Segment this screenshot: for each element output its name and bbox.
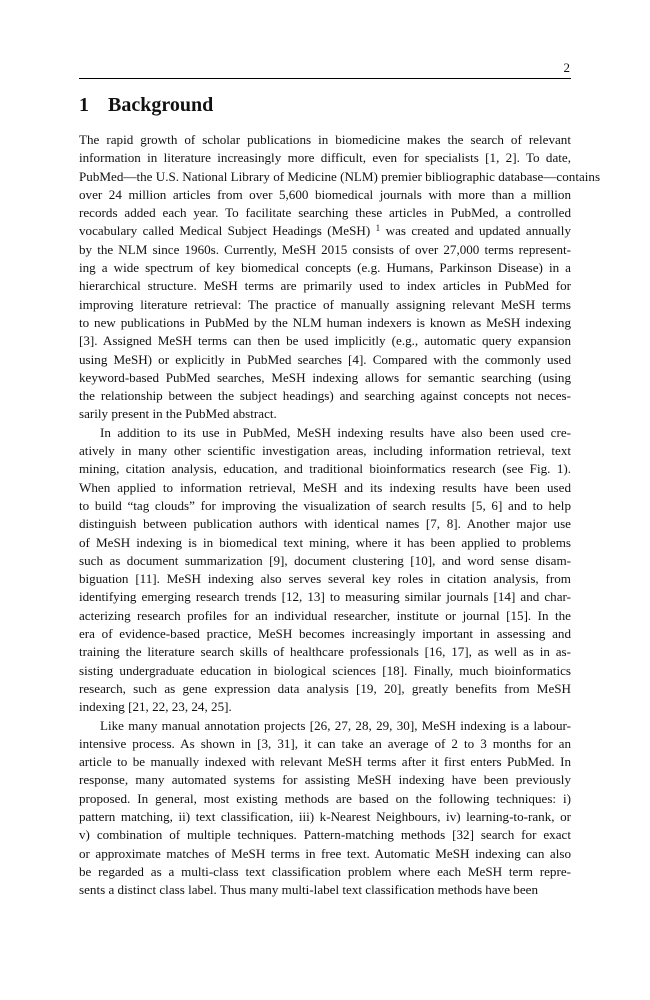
text-line: Like many manual annotation projects [26, 27, 28, 29, 30], MeSH indexing is a labour-	[100, 717, 571, 733]
text-line: response, many automated systems for assisting MeSH indexing have been previously	[79, 772, 571, 788]
body-text	[79, 131, 601, 899]
text-line: When applied to information retrieval, MeSH and its indexing results have been used	[79, 479, 571, 495]
text-line: sarily present in the PubMed abstract.	[79, 406, 277, 422]
text-line: of MeSH indexing is in biomedical text mining, where it has been applied to problems	[79, 534, 571, 550]
text-line: [3]. Assigned MeSH terms can then be used implicitly (e.g., automatic query expansion	[79, 333, 571, 349]
text-line: The rapid growth of scholar publications in biomedicine makes the search of relevant	[79, 132, 571, 147]
text-line: research, such as gene expression data analysis [19, 20], greatly benefits from MeSH	[79, 680, 571, 696]
text-line: proposed. In general, most existing methods are based on the following techniques: i)	[79, 790, 571, 806]
text-line: identifying emerging research trends [12, 13] to measuring similar journals [14] and char-	[79, 589, 571, 605]
text-line: sents a distinct class label. Thus many multi-label text classification methods have been	[79, 882, 539, 898]
text-line-fragment: vocabulary called Medical Subject Headings (MeSH)	[79, 223, 371, 239]
footnote-reference[interactable]: 1	[375, 223, 381, 234]
text-line: acterizing research profiles for an individual researcher, institute or journal [15]. In the	[79, 607, 571, 623]
text-line: article to be manually indexed with relevant MeSH terms after it first enters PubMed. In	[79, 754, 571, 770]
text-line: In addition to its use in PubMed, MeSH indexing results have also been used cre-	[100, 424, 571, 440]
paragraph	[79, 717, 571, 900]
text-line: intensive process. As shown in [3, 31], it can take an average of 2 to 3 months for an	[79, 735, 571, 751]
paragraph	[79, 131, 601, 424]
text-line: ing a wide spectrum of key biomedical concepts (e.g. Humans, Parkinson Disease) in a	[79, 260, 571, 276]
text-line: distinguish between publication authors with identical names [7, 8]. Another major use	[79, 516, 571, 532]
text-line: keyword-based PubMed searches, MeSH indexing allows for semantic searching (using	[79, 369, 571, 385]
text-line: pattern matching, ii) text classification, iii) k-Nearest Neighbours, iv) learning-to-rank, or	[79, 808, 571, 824]
text-line: training the literature search skills of healthcare professionals [16, 17], as well as in as-	[79, 644, 571, 660]
text-line: mining, citation analysis, education, and traditional bioinformatics research (see Fig. 1).	[79, 461, 571, 477]
section-number: 1	[79, 94, 89, 116]
text-line: using MeSH) or explicitly in PubMed searches [4]. Compared with the commonly used	[79, 351, 571, 367]
text-line: sisting undergraduate education in biological sciences [18]. Finally, much bioinformatics	[79, 662, 571, 678]
text-line: biguation [11]. MeSH indexing also serves several key roles in citation analysis, from	[79, 571, 571, 587]
text-line	[79, 222, 571, 240]
text-line: information in literature increasingly more difficult, even for specialists [1, 2]. To date,	[79, 150, 571, 166]
text-line: over 24 million articles from over 5,600 biomedical journals with more than a million	[79, 186, 571, 202]
text-line: hierarchical structure. MeSH terms are primarily used to index articles in PubMed for	[79, 278, 571, 294]
text-line: to new publications in PubMed by the NLM human indexers is known as MeSH indexing	[79, 314, 571, 330]
text-line: records added each year. To facilitate searching these articles in PubMed, a controlled	[79, 205, 571, 221]
page-number: 2	[563, 60, 570, 75]
text-line: improving literature retrieval: The practice of manually assigning relevant MeSH terms	[79, 296, 571, 312]
paragraph	[79, 424, 571, 717]
text-line: be regarded as a multi-class text classification problem where each MeSH term repre-	[79, 863, 571, 879]
text-line: such as document summarization [9], document clustering [10], and word sense disam-	[79, 552, 571, 568]
text-line: era of evidence-based practice, MeSH becomes increasingly important in assessing and	[79, 626, 571, 642]
text-line: atively in many other scientific investigation areas, including information retrieval, text	[79, 443, 571, 459]
text-line-fragment: was created and updated annually	[385, 223, 571, 239]
text-line: v) combination of multiple techniques. Pattern-matching methods [32] search for exact	[79, 827, 571, 843]
header-rule	[79, 78, 571, 79]
text-line: by the NLM since 1960s. Currently, MeSH 2015 consists of over 27,000 terms represent-	[79, 241, 571, 257]
text-line: PubMed—the U.S. National Library of Medicine (NLM) premier bibliographic database—contains	[79, 168, 601, 184]
section-heading	[79, 93, 213, 117]
text-line: indexing [21, 22, 23, 24, 25].	[79, 699, 232, 715]
text-line: or approximate matches of MeSH terms in free text. Automatic MeSH indexing can also	[79, 845, 571, 861]
text-line: to build “tag clouds” for improving the visualization of search results [5, 6] and to help	[79, 497, 571, 513]
section-title: Background	[108, 94, 214, 116]
text-line: the relationship between the subject headings) and searching against concepts not neces-	[79, 388, 571, 404]
